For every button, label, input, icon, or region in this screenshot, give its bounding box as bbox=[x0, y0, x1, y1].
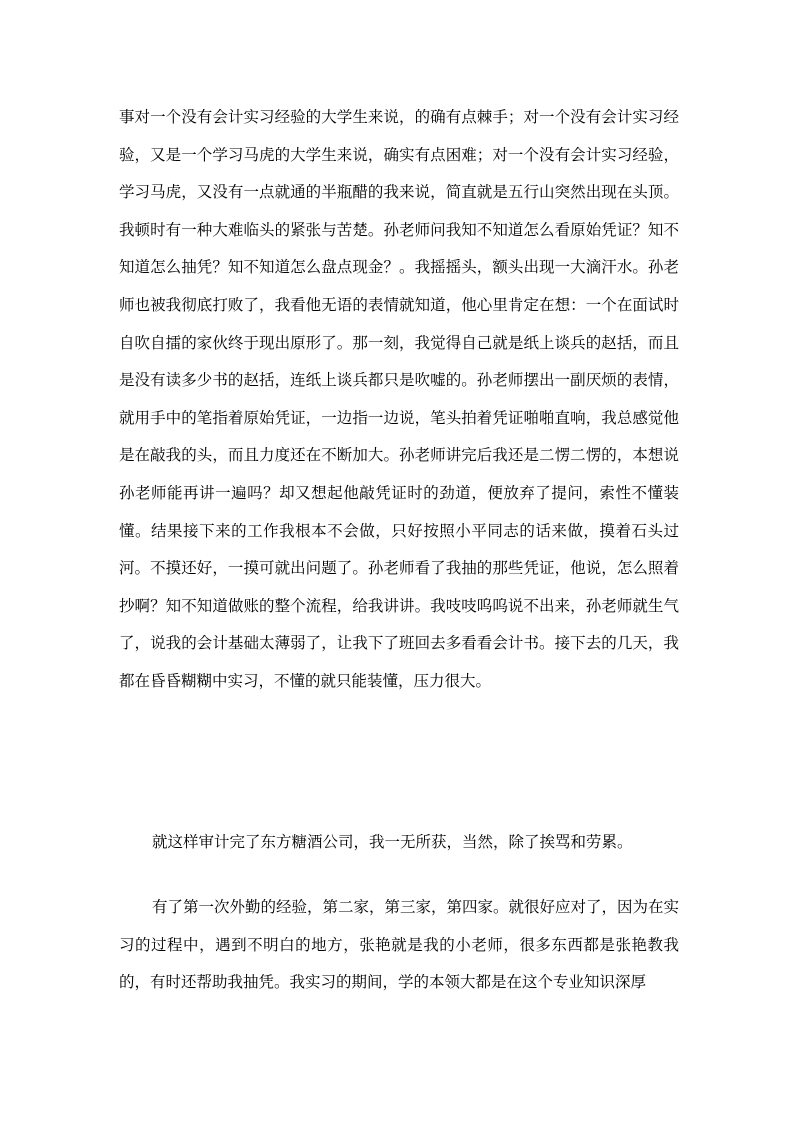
paragraph: 有了第一次外勤的经验，第二家，第三家，第四家。就很好应对了，因为在实习的过程中，遇到不明白的地方，张艳就是我的小老师，很多东西都是张艳教我的，有时还帮助我抽凭。我实习的期间，学的本领大都是在这个专业知识深厚 bbox=[119, 898, 680, 992]
paragraph: 就这样审计完了东方糖酒公司，我一无所获，当然，除了挨骂和劳累。 bbox=[152, 833, 633, 851]
paragraph: 事对一个没有会计实习经验的大学生来说，的确有点棘手；对一个没有会计实习经验，又是一个学习马虎的大学生来说，确实有点困难；对一个没有会计实习经验，学习马虎，又没有一点就通的半瓶醋的我来说，简直就是五行山突然出现在头顶。我顿时有一种大难临头的紧张与苦楚。孙老师问我知不知道怎么看原始凭证？知不知道怎么抽凭？知不知道怎么盘点现金？。我摇摇头，额头出现一大滴汗水。孙老师也被我彻底打败了，我看他无语的表情就知道，他心里肯定在想：一个在面试时自吹自擂的家伙终于现出原形了。那一刻，我觉得自己就是纸上谈兵的赵括，而且是没有读多少书的赵括，连纸上谈兵都只是吹嘘的。孙老师摆出一副厌烦的表情，就用手中的笔指着原始凭证，一边指一边说，笔头拍着凭证啪啪直响，我总感觉他是在敲我的头，而且力度还在不断加大。孙老师讲完后我还是二愣二愣的，本想说孙老师能再讲一遍吗？却又想起他敲凭证时的劲道，便放弃了提问，索性不懂装懂。结果接下来的工作我根本不会做，只好按照小平同志的话来做，摸着石头过河。不摸还好，一摸可就出问题了。孙老师看了我抽的那些凭证，他说，怎么照着抄啊？知不知道做账的整个流程，给我讲讲。我吱吱呜呜说不出来，孙老师就生气了，说我的会计基础太薄弱了，让我下了班回去多看看会计书。接下去的几天，我都在昏昏糊糊中实习，不懂的就只能装懂，压力很大。 bbox=[119, 108, 679, 690]
